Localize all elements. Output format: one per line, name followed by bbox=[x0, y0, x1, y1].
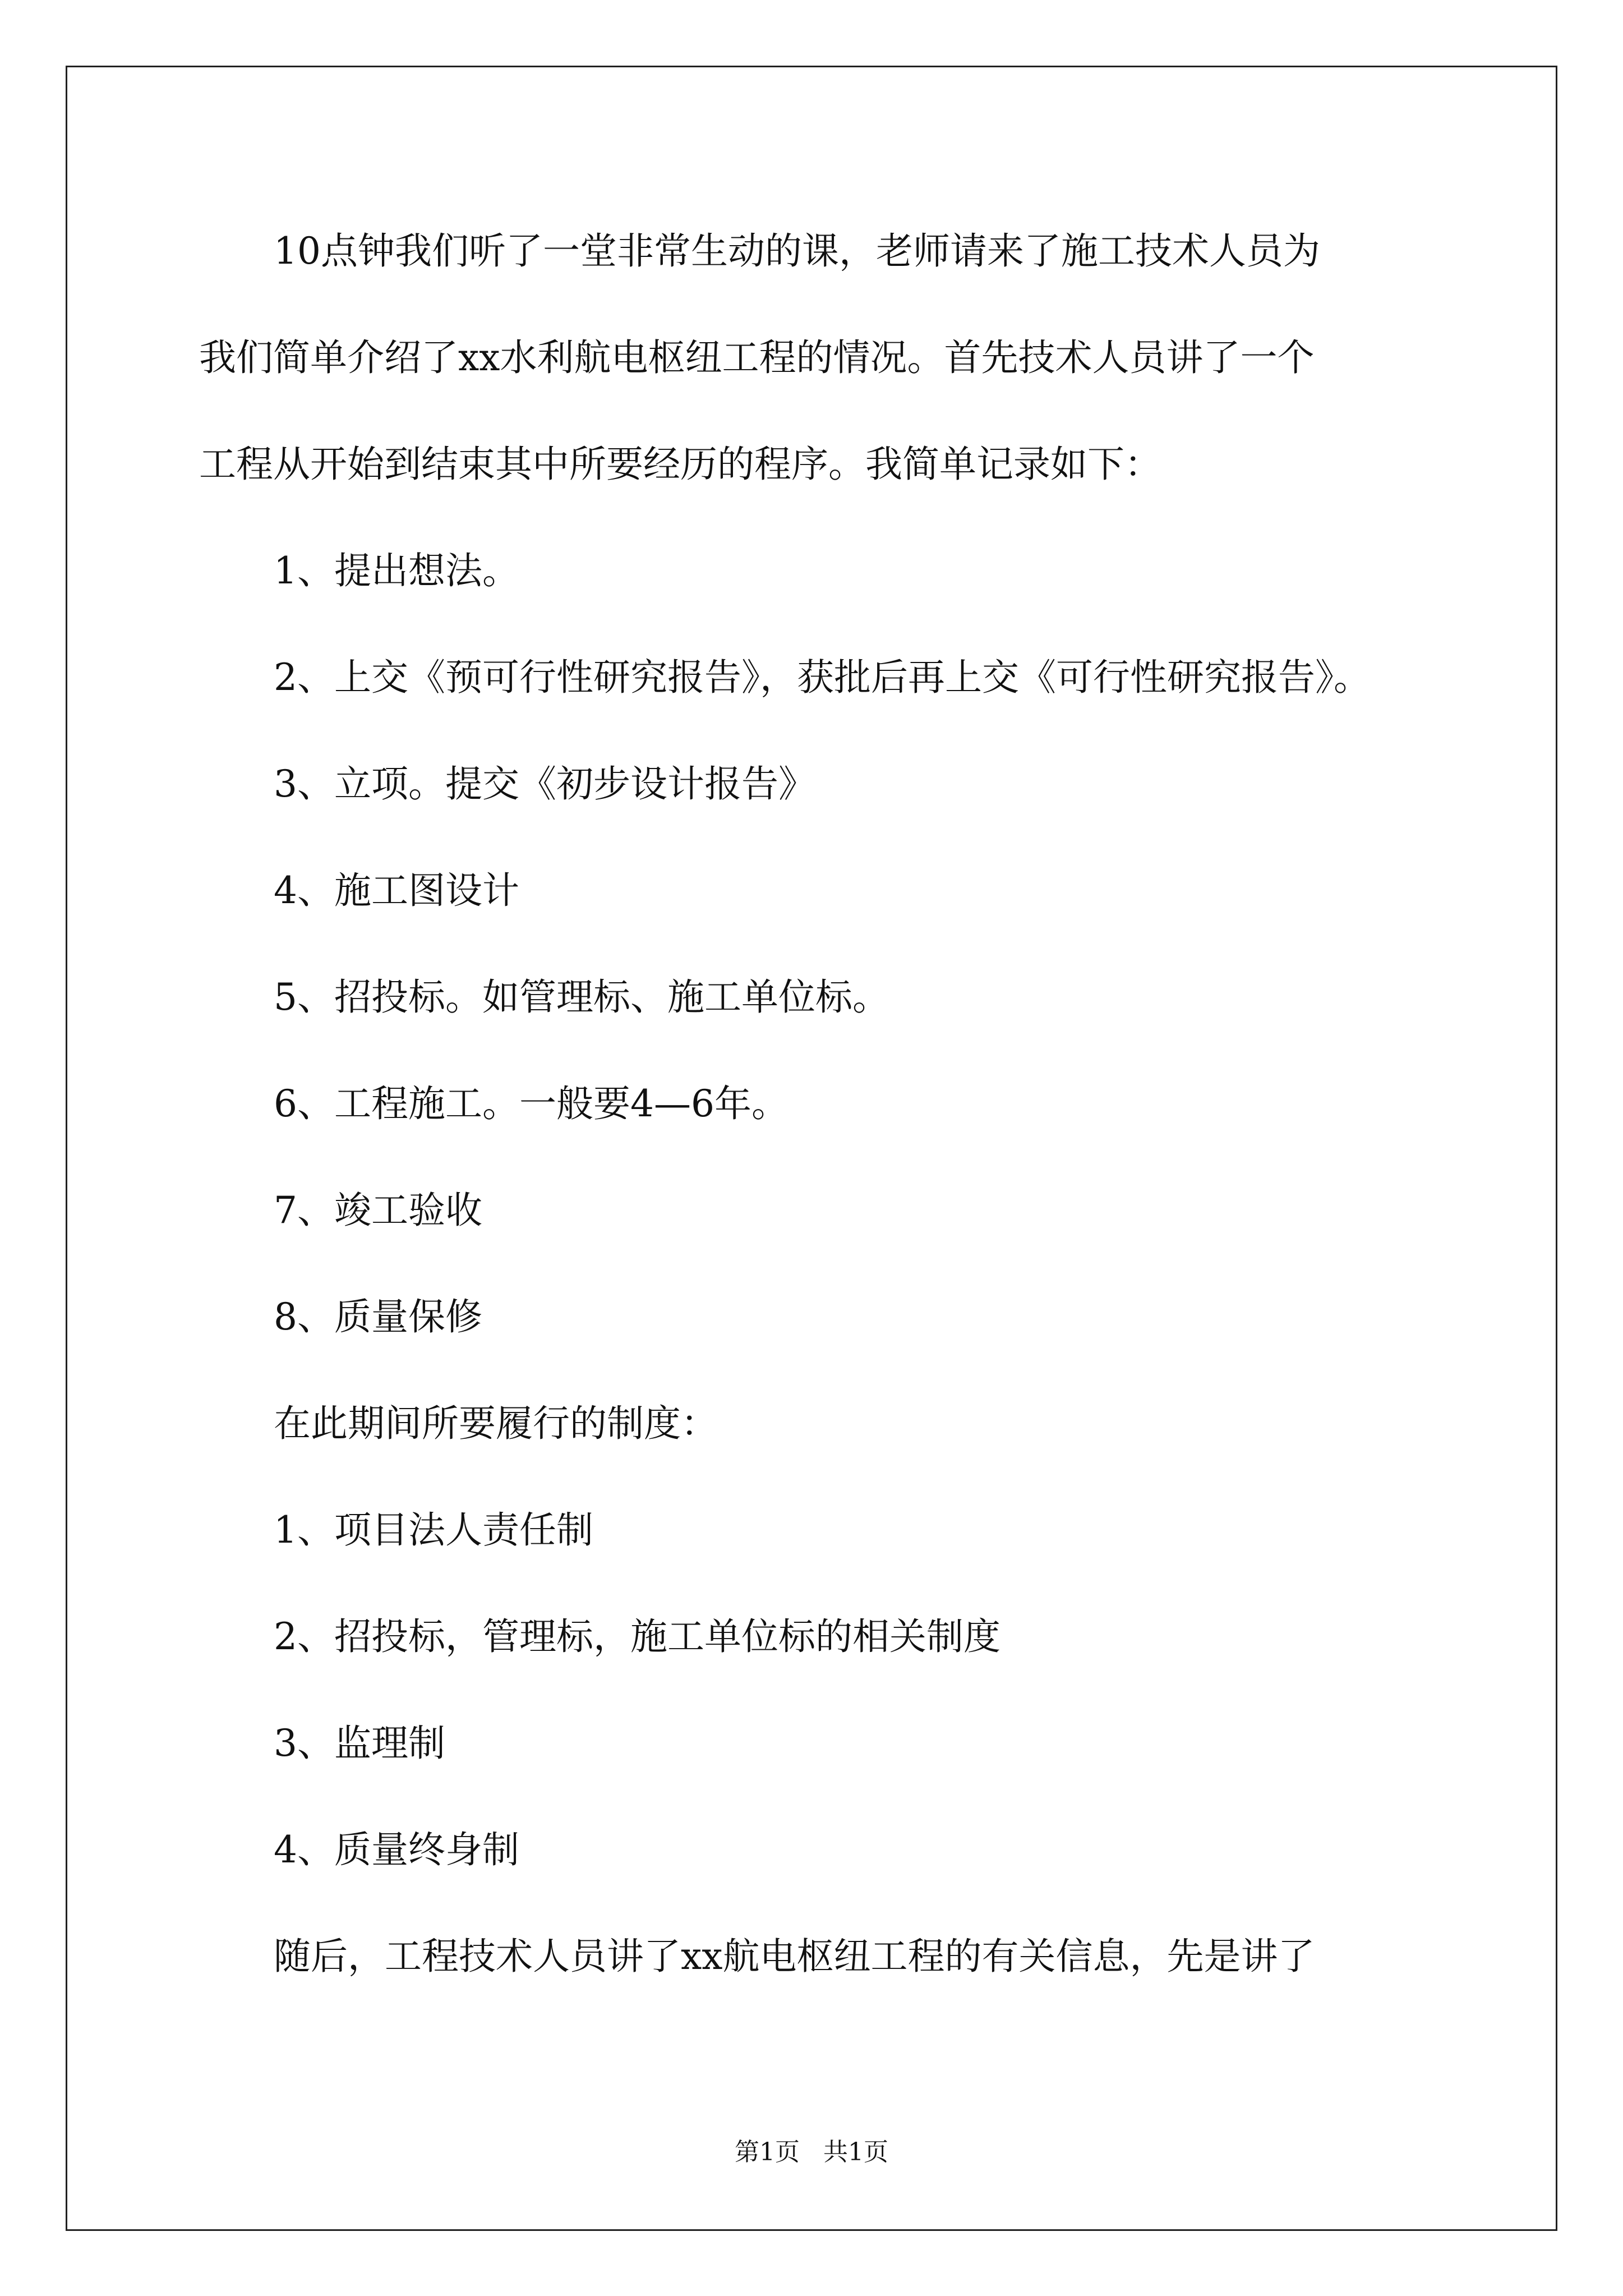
list-item: 4、质量终身制 bbox=[274, 1828, 519, 1871]
list-item: 2、招投标，管理标，施工单位标的相关制度 bbox=[274, 1615, 1000, 1658]
paragraph-line: 我们简单介绍了xx水利航电枢纽工程的情况。首先技术人员讲了一个 bbox=[199, 336, 1315, 379]
list-item: 7、竣工验收 bbox=[274, 1189, 482, 1232]
list-item: 3、立项。提交《初步设计报告》 bbox=[274, 762, 815, 806]
section-heading: 在此期间所要履行的制度： bbox=[274, 1402, 718, 1445]
list-item: 3、监理制 bbox=[274, 1722, 445, 1765]
page-number-footer: 第1页 共1页 bbox=[735, 2138, 888, 2166]
list-item: 4、施工图设计 bbox=[274, 869, 519, 912]
list-item: 1、项目法人责任制 bbox=[274, 1508, 593, 1552]
list-item: 5、招投标。如管理标、施工单位标。 bbox=[274, 976, 889, 1019]
paragraph-line: 10点钟我们听了一堂非常生动的课，老师请来了施工技术人员为 bbox=[274, 229, 1320, 273]
paragraph-line: 随后，工程技术人员讲了xx航电枢纽工程的有关信息，先是讲了 bbox=[274, 1935, 1315, 1978]
list-item: 2、上交《预可行性研究报告》，获批后再上交《可行性研究报告》。 bbox=[274, 656, 1371, 699]
list-item: 8、质量保修 bbox=[274, 1295, 482, 1338]
list-item: 1、提出想法。 bbox=[274, 549, 519, 592]
paragraph-line: 工程从开始到结束其中所要经历的程序。我简单记录如下： bbox=[199, 443, 1161, 486]
list-item: 6、工程施工。一般要4—6年。 bbox=[274, 1082, 789, 1125]
page-border bbox=[66, 66, 1557, 2231]
